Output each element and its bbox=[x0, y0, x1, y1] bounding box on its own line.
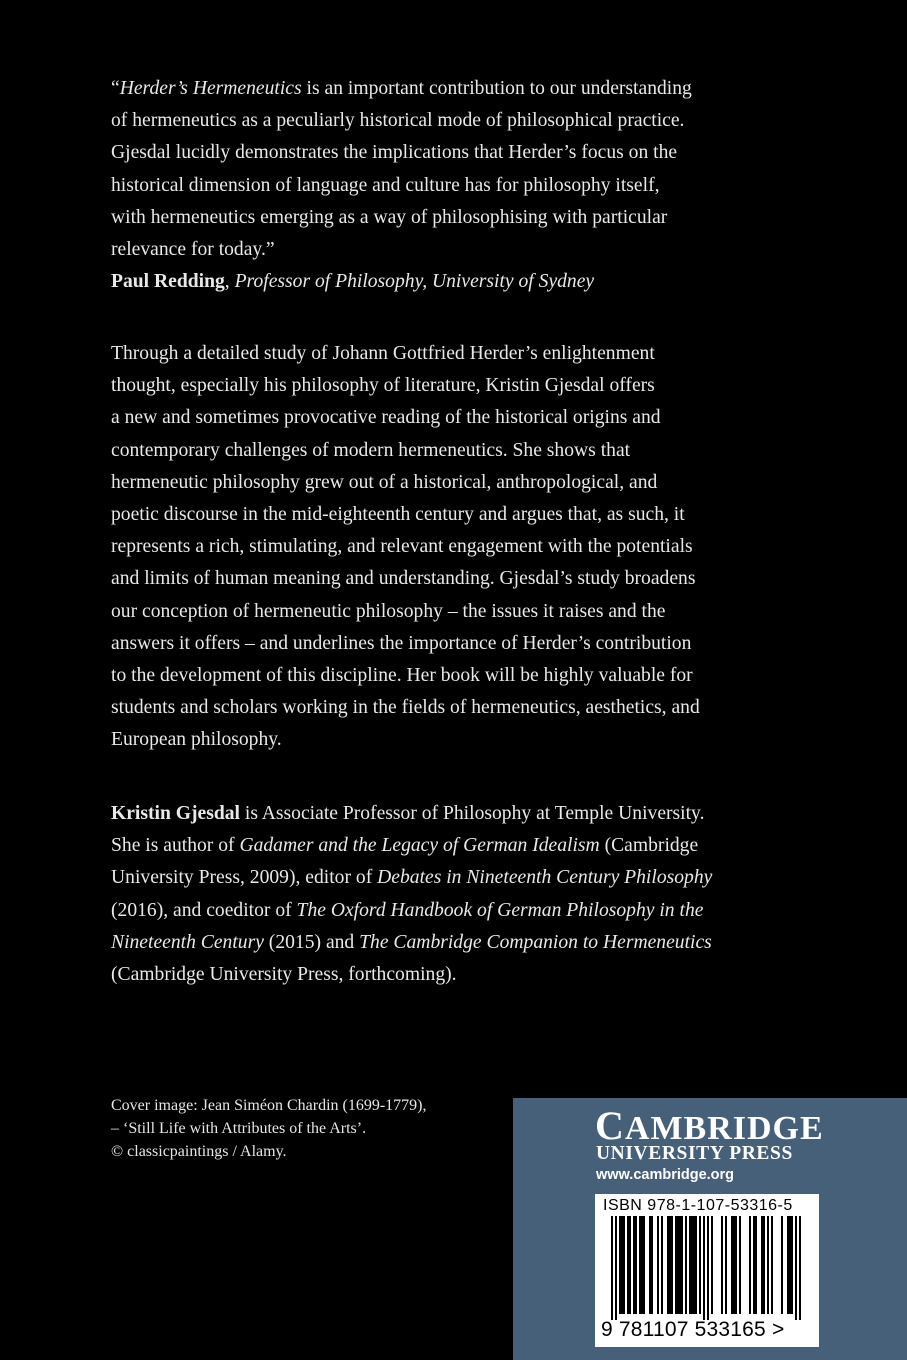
barcode-bar bbox=[707, 1216, 709, 1320]
endorsement-attribution: Paul Redding, Professor of Philosophy, University of Sydney bbox=[111, 271, 595, 293]
barcode-bar bbox=[761, 1216, 763, 1314]
barcode-bar bbox=[771, 1216, 773, 1314]
barcode-bar bbox=[627, 1216, 629, 1314]
barcode-bar bbox=[711, 1216, 713, 1314]
quote-line: relevance for today.” bbox=[111, 239, 275, 261]
barcode-digits: 9 781107 533165 > bbox=[601, 1318, 785, 1341]
endorser-name: Paul Redding bbox=[111, 271, 225, 293]
cover-image-credit bbox=[111, 1094, 491, 1163]
bio-line: University Press, 2009), editor of Debates in Nineteenth Century Philosophy bbox=[111, 867, 713, 889]
barcode-bar bbox=[721, 1216, 723, 1314]
description-line: and limits of human meaning and understanding. Gjesdal’s study broadens bbox=[111, 568, 696, 590]
barcode-bar bbox=[685, 1216, 687, 1314]
description-line: poetic discourse in the mid-eighteenth century and argues that, as such, it bbox=[111, 504, 685, 526]
publisher-url: www.cambridge.org bbox=[596, 1167, 735, 1183]
barcode-bar bbox=[735, 1216, 737, 1314]
barcode-bar bbox=[791, 1216, 793, 1314]
barcode-bar bbox=[651, 1216, 653, 1314]
barcode-bar bbox=[661, 1216, 663, 1314]
barcode-bar bbox=[699, 1216, 701, 1314]
credit-line: – ‘Still Life with Attributes of the Arts’. bbox=[111, 1120, 367, 1137]
barcode-bar bbox=[725, 1216, 727, 1314]
barcode-bar bbox=[639, 1216, 641, 1314]
barcode-bar bbox=[679, 1216, 681, 1314]
barcode-bar bbox=[629, 1216, 631, 1314]
publisher-logo: CAMBRIDGE bbox=[595, 1103, 824, 1148]
endorser-affiliation: Professor of Philosophy, University of Sydney bbox=[234, 271, 595, 293]
isbn-barcode bbox=[595, 1194, 819, 1347]
description-line: thought, especially his philosophy of literature, Kristin Gjesdal offers bbox=[111, 375, 655, 397]
quote-line: historical dimension of language and culture has for philosophy itself, bbox=[111, 174, 660, 196]
barcode-bar bbox=[795, 1216, 797, 1320]
barcode-bar bbox=[681, 1216, 683, 1314]
barcode-bar bbox=[643, 1216, 645, 1314]
barcode-bar bbox=[755, 1216, 757, 1314]
credit-line: Cover image: Jean Siméon Chardin (1699-1779), bbox=[111, 1097, 427, 1114]
book-title: Herder’s Hermeneutics bbox=[119, 78, 302, 99]
author-name: Kristin Gjesdal bbox=[111, 803, 240, 824]
barcode-bar bbox=[669, 1216, 671, 1314]
barcode-bar bbox=[623, 1216, 625, 1314]
description-line: contemporary challenges of modern hermeneutics. She shows that bbox=[111, 439, 631, 461]
barcode-bar bbox=[763, 1216, 765, 1314]
author-bio bbox=[111, 798, 771, 991]
publisher-panel bbox=[513, 1098, 907, 1360]
barcode-bar bbox=[621, 1216, 623, 1314]
barcode-bar bbox=[689, 1216, 691, 1314]
description-line: represents a rich, stimulating, and relevant engagement with the potentials bbox=[111, 536, 693, 558]
barcode-bar bbox=[641, 1216, 643, 1314]
endorsement-block bbox=[111, 73, 771, 298]
barcode-bar bbox=[677, 1216, 679, 1314]
barcode-bar bbox=[731, 1216, 733, 1314]
barcode-bar bbox=[657, 1216, 659, 1314]
description-line: our conception of hermeneutic philosophy – the issues it raises and the bbox=[111, 600, 666, 622]
barcode-bar bbox=[781, 1216, 783, 1314]
description-line: to the development of this discipline. Her book will be highly valuable for bbox=[111, 665, 693, 687]
bio-line: She is author of Gadamer and the Legacy of German Idealism (Cambridge bbox=[111, 835, 699, 857]
barcode-bar bbox=[615, 1216, 617, 1320]
bio-line: (Cambridge University Press, forthcoming). bbox=[111, 964, 457, 986]
barcode-bar bbox=[667, 1216, 669, 1314]
barcode-bar bbox=[767, 1216, 769, 1314]
barcode-bar bbox=[787, 1216, 789, 1314]
barcode-bar bbox=[739, 1216, 741, 1314]
publisher-subtitle: UNIVERSITY PRESS bbox=[596, 1143, 793, 1164]
isbn-label: ISBN 978-1-107-53316-5 bbox=[603, 1197, 793, 1214]
bio-line: Nineteenth Century (2015) and The Cambridge Companion to Hermeneutics bbox=[111, 931, 712, 953]
bio-line: (2016), and coeditor of The Oxford Handbook of German Philosophy in the bbox=[111, 899, 704, 921]
bio-line: Kristin Gjesdal is Associate Professor of Philosophy at Temple University. bbox=[111, 803, 705, 824]
quote-line: “Herder’s Hermeneutics is an important contribution to our understanding bbox=[111, 78, 692, 99]
barcode-bar bbox=[703, 1216, 705, 1320]
description-line: students and scholars working in the fields of hermeneutics, aesthetics, and bbox=[111, 697, 700, 719]
credit-line: © classicpaintings / Alamy. bbox=[111, 1143, 287, 1160]
description-line: European philosophy. bbox=[111, 729, 282, 751]
barcode-bar bbox=[749, 1216, 751, 1314]
description-line: a new and sometimes provocative reading of the historical origins and bbox=[111, 407, 661, 429]
barcode-bar bbox=[789, 1216, 791, 1314]
barcode-bar bbox=[671, 1216, 673, 1314]
barcode-bar bbox=[633, 1216, 635, 1314]
quote-line: with hermeneutics emerging as a way of philosophising with particular bbox=[111, 206, 668, 228]
barcode-bar bbox=[649, 1216, 651, 1314]
barcode-bar bbox=[619, 1216, 621, 1314]
barcode-bar bbox=[691, 1216, 693, 1314]
barcode-bar bbox=[753, 1216, 755, 1314]
barcode-bar bbox=[695, 1216, 697, 1314]
barcode-bar bbox=[635, 1216, 637, 1314]
barcode-bar bbox=[799, 1216, 801, 1320]
book-description bbox=[111, 338, 771, 757]
barcode-bar bbox=[733, 1216, 735, 1314]
barcode-bar bbox=[675, 1216, 677, 1314]
barcode-bar bbox=[611, 1216, 613, 1320]
description-line: hermeneutic philosophy grew out of a historical, anthropological, and bbox=[111, 471, 658, 493]
description-line: Through a detailed study of Johann Gottfried Herder’s enlightenment bbox=[111, 343, 655, 364]
quote-line: Gjesdal lucidly demonstrates the implications that Herder’s focus on the bbox=[111, 142, 678, 164]
barcode-bar bbox=[693, 1216, 695, 1314]
description-line: answers it offers – and underlines the importance of Herder’s contribution bbox=[111, 632, 692, 654]
quote-line: of hermeneutics as a peculiarly historical mode of philosophical practice. bbox=[111, 110, 685, 132]
